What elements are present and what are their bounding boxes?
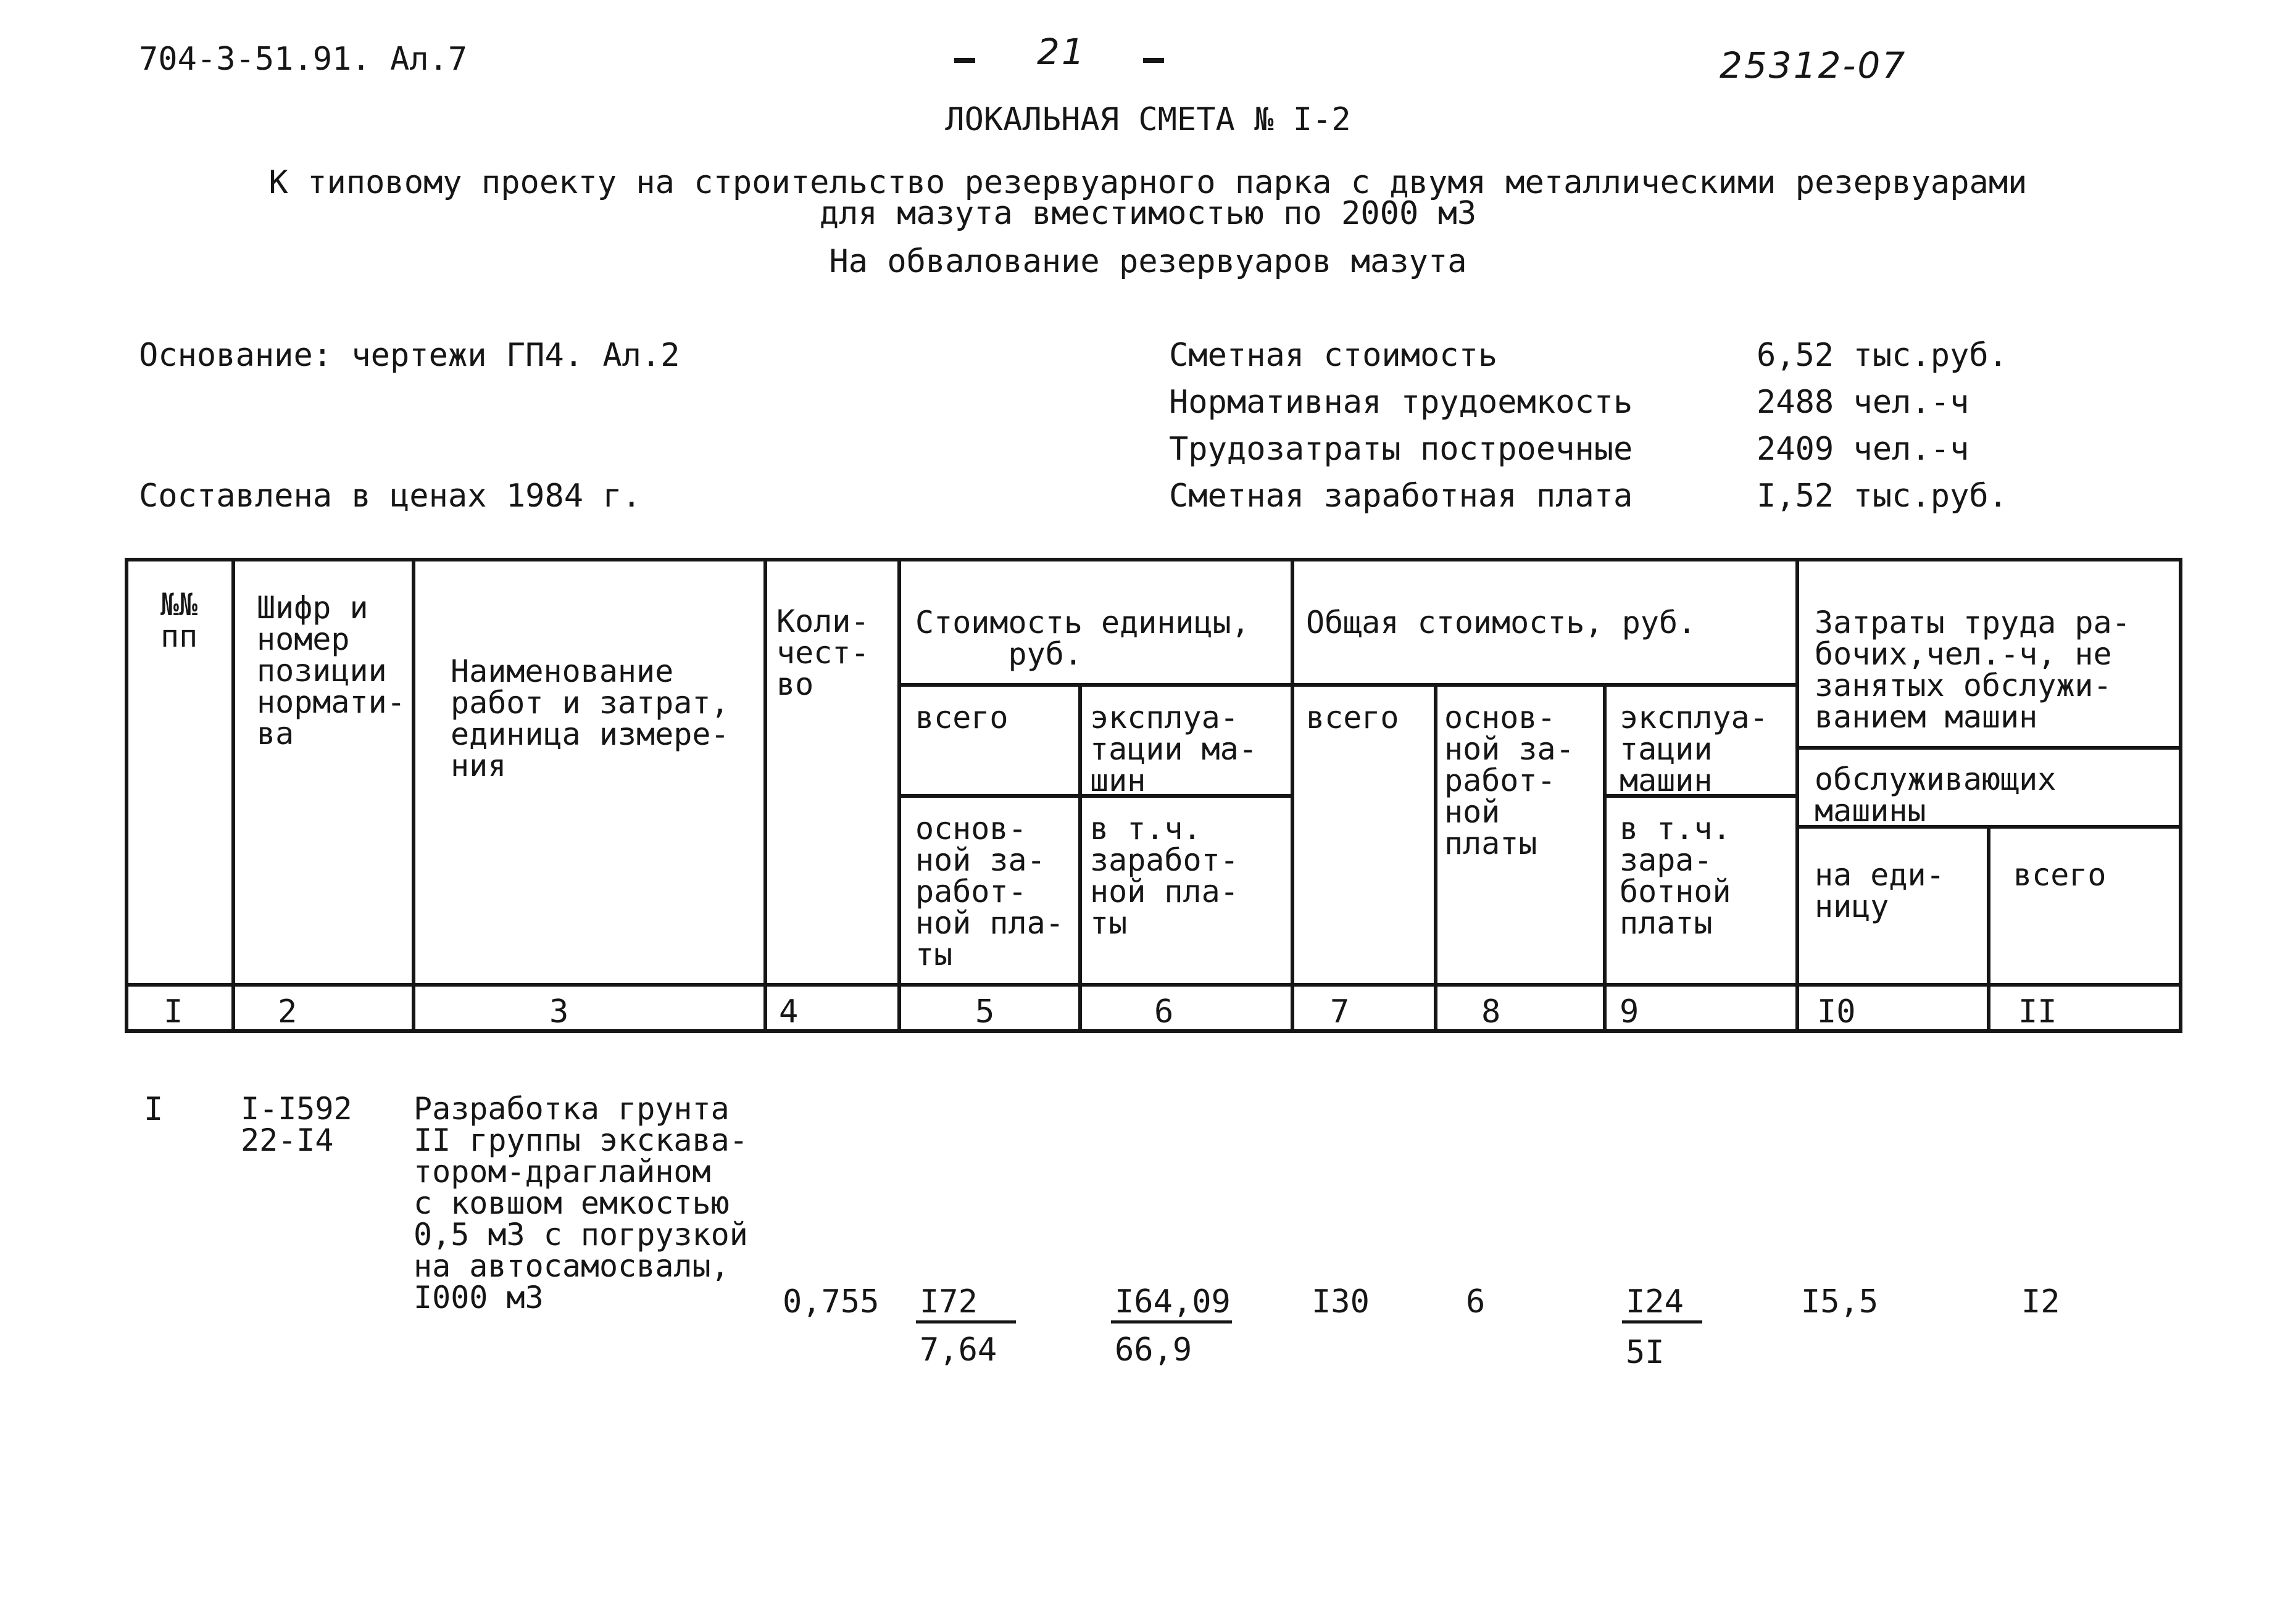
project-description-line1: К типовому проекту на строительство резервуарного парка с двумя металлическими резервуарами: [268, 164, 2028, 201]
header-total-machine: эксплуа- тации машин: [1620, 700, 1768, 798]
summary-value-wage: I,52 тыс.руб.: [1757, 478, 2008, 515]
column-number-5: 5: [975, 993, 995, 1030]
column-number-9: 9: [1620, 993, 1639, 1030]
column-number-7: 7: [1330, 993, 1350, 1030]
column-number-8: 8: [1481, 993, 1501, 1030]
header-total-all: всего: [1306, 700, 1399, 735]
column-number-1: I: [164, 993, 183, 1030]
column-number-4: 4: [779, 993, 799, 1030]
page-number: 21: [1037, 31, 1086, 73]
fraction-line-total-machine: [1622, 1320, 1702, 1323]
header-total-cost: Общая стоимость, руб.: [1306, 605, 1697, 640]
summary-value-norm-labor: 2488 чел.-ч: [1757, 384, 1969, 421]
header-unit-cost: Стоимость единицы, руб.: [915, 605, 1250, 672]
fraction-line-unit-machine: [1111, 1320, 1232, 1323]
header-unit-total: всего: [915, 700, 1009, 735]
row-total-machine-wage: 5I: [1626, 1334, 1665, 1371]
row-unit-machine-wage: 66,9: [1115, 1332, 1192, 1369]
fraction-line-unit-total: [916, 1320, 1016, 1323]
row-total-wage: 6: [1466, 1283, 1486, 1320]
summary-value-cost: 6,52 тыс.руб.: [1757, 337, 2008, 374]
column-number-10: I0: [1817, 993, 1856, 1030]
header-work-name: Наименование работ и затрат, единица измере- ния: [451, 653, 730, 784]
column-number-11: II: [2018, 993, 2057, 1030]
header-labor: Затраты труда ра- бочих,чел.-ч, не занятых обслужи- ванием машин: [1815, 605, 2131, 735]
row-total-all: I30: [1312, 1283, 1370, 1320]
summary-value-site-labor: 2409 чел.-ч: [1757, 431, 1969, 468]
header-unit-machine-wage: в т.ч. заработ- ной пла- ты: [1090, 811, 1239, 941]
header-total-machine-wage: в т.ч. зара- ботной платы: [1620, 811, 1731, 941]
row-number: I: [144, 1091, 164, 1128]
summary-label-cost: Сметная стоимость: [1169, 337, 1498, 374]
row-quantity: 0,755: [783, 1283, 880, 1320]
row-norm-code: I-I592 22-I4: [241, 1091, 352, 1158]
basis-text: Основание: чертежи ГП4. Ал.2: [139, 337, 680, 374]
column-number-6: 6: [1154, 993, 1174, 1030]
document-code: 704-3-51.91. Ал.7: [139, 41, 468, 78]
header-unit-machine: эксплуа- тации ма- шин: [1090, 700, 1257, 798]
estimate-subject: На обвалование резервуаров мазута: [829, 243, 1467, 280]
summary-label-wage: Сметная заработная плата: [1169, 478, 1633, 515]
header-quantity: Коли- чест- во: [776, 603, 870, 702]
header-norm-code: Шифр и номер позиции нормати- ва: [257, 590, 406, 752]
row-total-machine: I24: [1626, 1283, 1684, 1320]
row-labor-per-unit: I5,5: [1801, 1283, 1879, 1320]
summary-label-norm-labor: Нормативная трудоемкость: [1169, 384, 1633, 421]
project-description-line2: для мазута вместимостью по 2000 м3: [819, 195, 1477, 232]
prices-year: Составлена в ценах 1984 г.: [139, 478, 641, 515]
summary-label-site-labor: Трудозатраты построечные: [1169, 431, 1633, 468]
column-number-2: 2: [278, 993, 297, 1030]
archive-number: 25312-07: [1720, 44, 1907, 86]
row-unit-machine: I64,09: [1115, 1283, 1231, 1320]
row-unit-total: I72: [920, 1283, 978, 1320]
row-unit-wage: 7,64: [920, 1332, 997, 1369]
header-labor-service: обслуживающих машины: [1815, 761, 2057, 829]
header-unit-wage: основ- ной за- работ- ной пла- ты: [915, 811, 1064, 972]
row-work-name: Разработка грунта II группы экскава- тором-драглайном с ковшом емкостью 0,5 м3 с погрузкой на автосамосвалы, I000 м3: [414, 1091, 748, 1315]
column-number-3: 3: [549, 993, 569, 1030]
row-labor-total: I2: [2021, 1283, 2060, 1320]
header-row-number: №№ пп: [160, 587, 198, 654]
estimate-title: ЛОКАЛЬНАЯ СМЕТА № I-2: [945, 101, 1351, 138]
header-labor-per-unit: на еди- ницу: [1815, 857, 1945, 924]
header-labor-total: всего: [2013, 857, 2107, 893]
header-total-wage: основ- ной за- работ- ной платы: [1444, 700, 1574, 861]
